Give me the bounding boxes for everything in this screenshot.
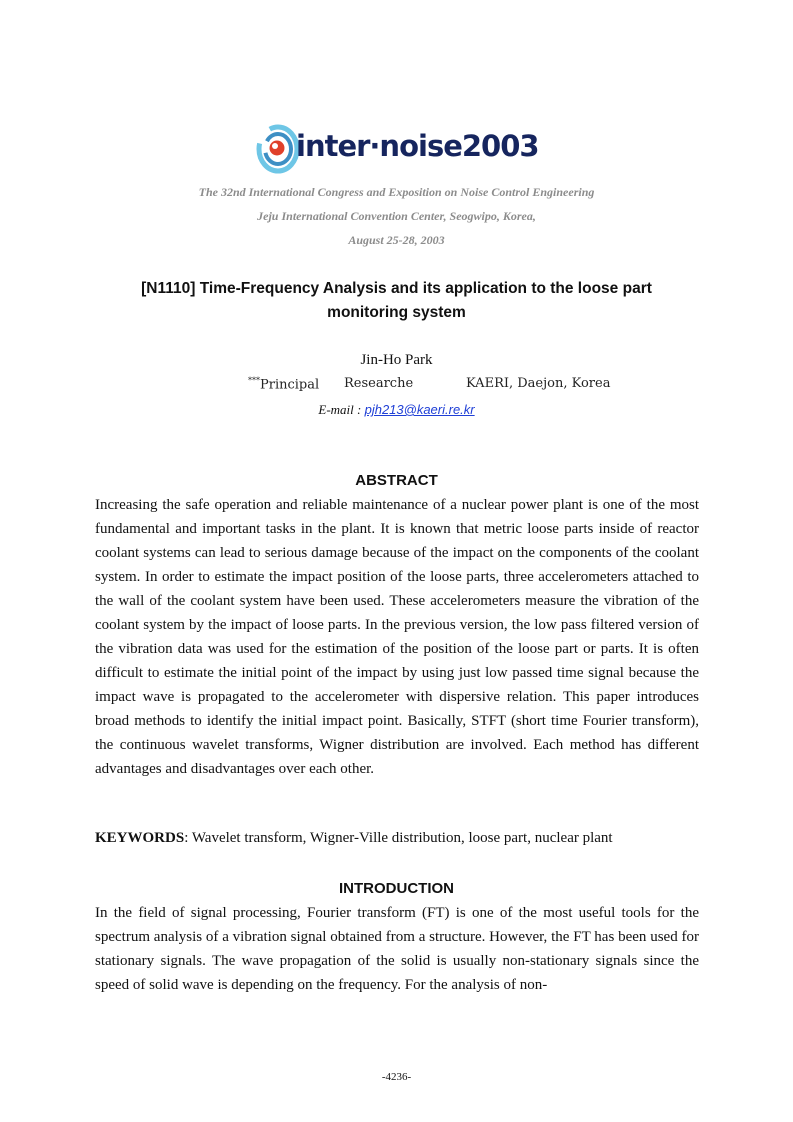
conference-venue: Jeju International Convention Center, Seogwipo, Korea, <box>257 209 536 223</box>
affiliation-title: Researche <box>344 376 414 391</box>
affiliation-mark: *** <box>248 376 260 385</box>
paper-title-line1: [N1110] Time-Frequency Analysis and its application to the loose part <box>141 280 652 297</box>
affiliation-role <box>248 376 319 392</box>
conference-logo <box>256 121 546 177</box>
keywords-line <box>95 830 699 847</box>
email-line <box>0 402 793 418</box>
author-name: Jin-Ho Park <box>360 352 433 368</box>
affiliation-role-text: Principal <box>260 377 320 393</box>
email-label: E-mail : <box>318 402 362 417</box>
conference-date: August 25-28, 2003 <box>348 233 445 247</box>
affiliation-org: KAERI, Daejon, Korea <box>466 376 611 391</box>
logo-wordmark: inter·noise2003 <box>296 129 539 163</box>
abstract-heading: ABSTRACT <box>355 472 438 489</box>
paper-title-line2: monitoring system <box>327 304 466 321</box>
introduction-heading: INTRODUCTION <box>339 880 454 897</box>
conference-name: The 32nd International Congress and Exposition on Noise Control Engineering <box>198 185 595 199</box>
page-number: -4236- <box>381 1071 412 1083</box>
keywords-text: : Wavelet transform, Wigner-Ville distribution, loose part, nuclear plant <box>184 830 613 846</box>
email-link[interactable]: pjh213@kaeri.re.kr <box>364 402 475 417</box>
introduction-text: In the field of signal processing, Fourier transform (FT) is one of the most useful tools for the spectrum analysis of a vibration signal obtained from a structure. However, the FT has been used for stationary signals. The wave propagation of the solid is usually non-stationary signals since the speed of solid wave is depending on the frequency. For the analysis of non- <box>95 905 699 993</box>
swirl-logo-icon <box>256 121 300 177</box>
keywords-label: KEYWORDS <box>95 830 185 846</box>
abstract-text: Increasing the safe operation and reliable maintenance of a nuclear power plant is one of the most fundamental and important tasks in the plant. It is known that metric loose parts inside of reactor coolant systems can lead to serious damage because of the impact on the components of the coolant system. In order to estimate the impact position of the loose parts, three accelerometers attached to the wall of the coolant system have been used. These accelerometers measure the vibration of the coolant system by the impact of loose parts. In the previous version, the low pass filtered version of the vibration data was used for the estimation of the position of the loose part or parts. It is often difficult to estimate the initial point of the impact by using just low passed time signal because the impact wave is propagated to the accelerometer with dispersive relation. This paper introduces broad methods to identify the initial impact point. Basically, STFT (short time Fourier transform), the continuous wavelet transforms, Wigner distribution are involved. Each method has different advantages and disadvantages over each other. <box>95 497 699 777</box>
